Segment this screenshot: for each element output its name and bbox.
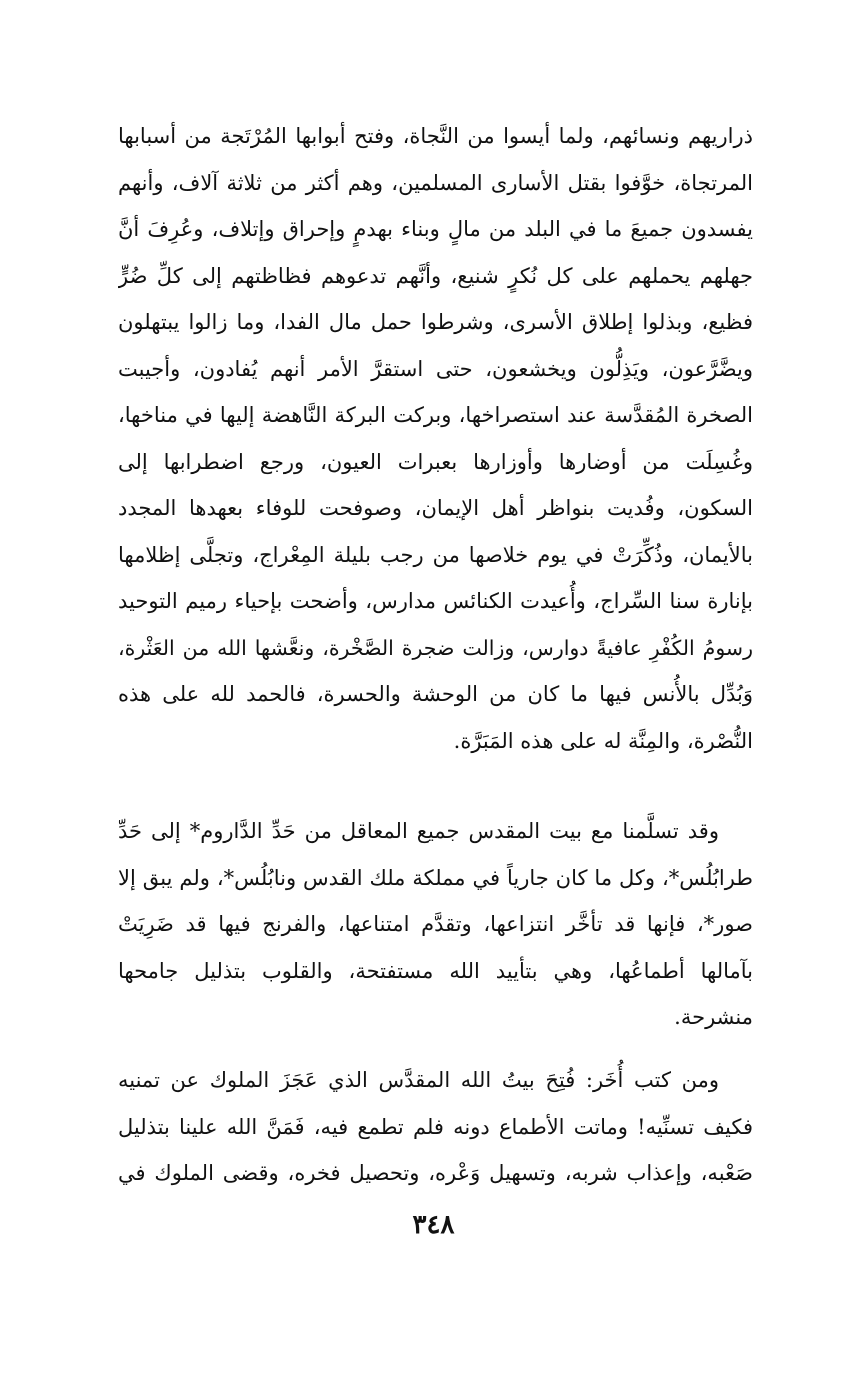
page-number: ٣٤٨ bbox=[412, 1210, 455, 1240]
text-line: رسومُ الكُفْرِ عافيةً دوارس، وزالت ضجرة الصَّخْرة، ونعَّشها الله من العَثْرة، bbox=[118, 635, 753, 660]
text-line: منشرحة. bbox=[674, 1005, 753, 1029]
text-line: يفسدون جميعَ ما في البلد من مالٍ وبناء بهدمٍ وإحراق وإتلاف، وعُرِفَ أنَّ bbox=[118, 217, 753, 241]
text-line: ويضَّرَّعون، ويَذِلُّون ويخشعون، حتى استقرَّ الأمر أنهم يُفادون، وأجيبت bbox=[118, 356, 753, 381]
paragraph-3 bbox=[118, 1057, 753, 1197]
paragraph-2 bbox=[118, 808, 753, 1041]
text-line: ومن كتب أُخَر: فُتِحَ بيتُ الله المقدَّس الذي عَجَزَ الملوك عن تمنيه bbox=[118, 1068, 719, 1092]
text-line: النُّصْرة، والمِنَّة له على هذه المَبَرَّة. bbox=[453, 728, 753, 753]
text-line: جهلهم يحملهم على كل نُكرٍ شنيع، وأنَّهم تدعوهم فظاظتهم إلى كلِّ ضُرٍّ bbox=[118, 263, 753, 288]
text-line: بإنارة سنا السِّراج، وأُعيدت الكنائس مدارس، وأضحت بإحياء رميم التوحيد bbox=[118, 589, 753, 613]
paragraph-1 bbox=[118, 113, 753, 764]
text-line: وغُسِلَت من أوضارها وأوزارها بعبرات العيون، ورجع اضطرابها إلى bbox=[118, 449, 753, 474]
text-line: صَعْبه، وإعذاب شربه، وتسهيل وَعْره، وتحصيل فخره، وقضى الملوك في bbox=[118, 1161, 753, 1185]
text-line: طرابُلُس*، وكل ما كان جارياً في مملكة ملك القدس ونابُلُس*، ولم يبق إلا bbox=[118, 865, 753, 890]
text-line: وَبُدِّل بالأُنس فيها ما كان من الوحشة والحسرة، فالحمد لله على هذه bbox=[118, 682, 753, 706]
text-line: وقد تسلَّمنا مع بيت المقدس جميع المعاقل من حَدِّ الدَّاروم* إلى حَدِّ bbox=[118, 819, 719, 843]
text-line: ذراريهم ونسائهم، ولما أيسوا من النَّجاة، وفتح أبوابها المُرْتَجة من أسبابها bbox=[118, 124, 753, 148]
text-line: السكون، وفُديت بنواظر أهل الإيمان، وصوفحت للوفاء بعهدها المجدد bbox=[118, 496, 753, 520]
text-line: المرتجاة، خوَّفوا بقتل الأسارى المسلمين، وهم أكثر من ثلاثة آلاف، وأنهم bbox=[118, 170, 753, 195]
text-line: بالأيمان، وذُكِّرَتْ في يوم خلاصها من رجب بليلة المِعْراج، وتجلَّى إظلامها bbox=[118, 542, 753, 567]
text-line: فكيف تسنِّيه! وماتت الأطماع دونه فلم تطمع فيه، فَمَنَّ الله علينا بتذليل bbox=[118, 1114, 753, 1139]
text-line: صور*، فإنها قد تأخَّر انتزاعها، وتقدَّم امتناعها، والفرنج فيها قد ضَرِيَتْ bbox=[118, 912, 753, 936]
text-line: الصخرة المُقدَّسة عند استصراخها، وبركت البركة النَّاهضة إليها في مناخها، bbox=[118, 403, 753, 427]
text-line: بآمالها أطماعُها، وهي بتأييد الله مستفتحة، والقلوب بتذليل جامحها bbox=[118, 958, 753, 983]
text-line: فظيع، وبذلوا إطلاق الأسرى، وشرطوا حمل مال الفدا، وما زالوا يبتهلون bbox=[118, 310, 753, 334]
